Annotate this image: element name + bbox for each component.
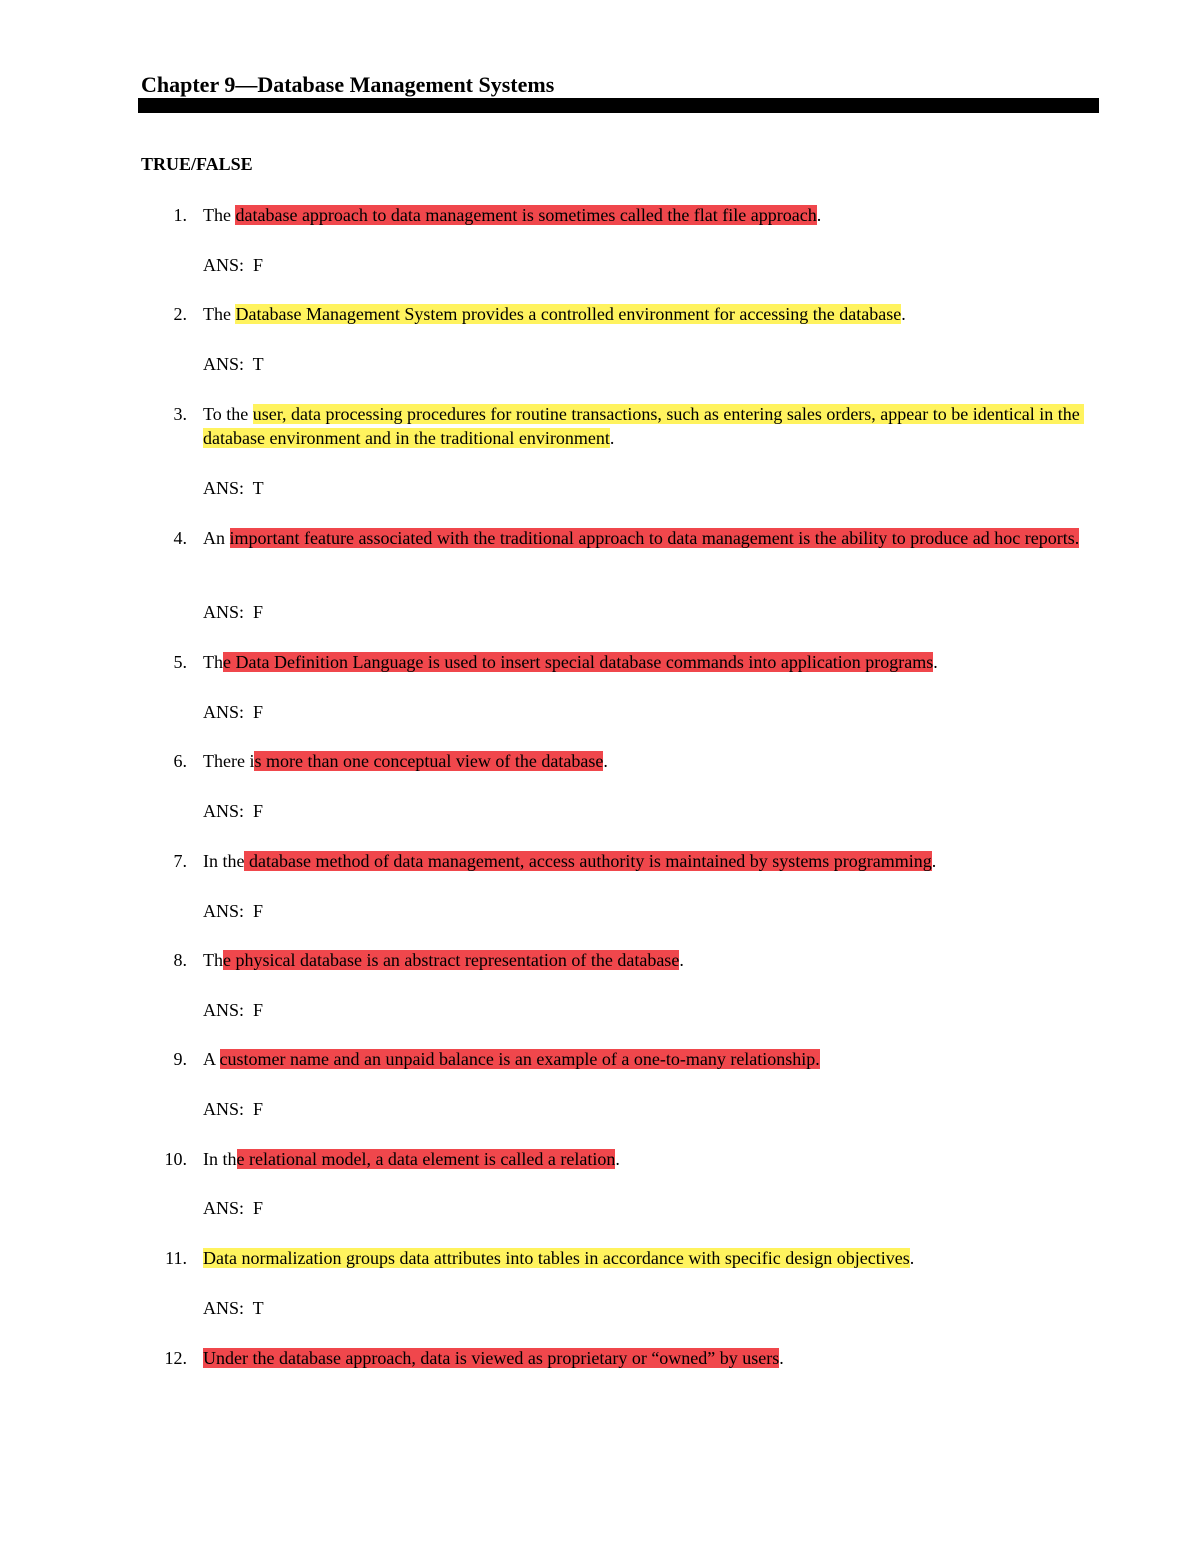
question-text-tail: . <box>933 652 938 672</box>
question-text-lead: Th <box>203 652 223 672</box>
question-text-tail: . <box>816 205 822 225</box>
answer: ANS: F <box>203 1198 264 1218</box>
question-number: 5. <box>173 652 187 672</box>
question-number: 2. <box>173 304 187 324</box>
question-number: 11. <box>165 1248 187 1268</box>
question-text <box>203 1346 1088 1370</box>
question-text-tail: . <box>679 950 684 970</box>
answer: ANS: T <box>203 478 264 498</box>
highlighted-text: e relational model, a data element is called a relation <box>236 1149 616 1169</box>
answer: ANS: F <box>203 801 264 821</box>
question-number: 9. <box>173 1049 187 1069</box>
question-number: 12. <box>164 1348 187 1368</box>
question-text <box>203 402 1088 450</box>
highlighted-text: e Data Definition Language is used to insert special database commands into application programs <box>223 652 934 672</box>
title-rule <box>138 98 1099 113</box>
highlighted-text: user, data processing procedures for routine transactions, such as entering sales orders, appear to be identical in the database environment and in the traditional environment <box>203 404 1085 448</box>
question-text-lead: There i <box>203 751 255 771</box>
question-text-tail: . <box>779 1348 784 1368</box>
question-text-lead: In th <box>203 1149 237 1169</box>
answer: ANS: T <box>203 1298 264 1318</box>
question-text <box>203 948 1088 972</box>
highlighted-text: database approach to data management is sometimes called the flat file approach <box>235 205 817 225</box>
question-number: 7. <box>173 851 187 871</box>
question-text-tail: . <box>909 1248 915 1268</box>
question-text <box>203 526 1088 550</box>
question-number: 8. <box>173 950 187 970</box>
question-text-lead: A <box>203 1049 220 1069</box>
question-text-lead: In the <box>203 851 245 871</box>
highlighted-text: Database Management System provides a controlled environment for accessing the database <box>235 304 902 324</box>
question-text-lead: The <box>203 205 236 225</box>
highlighted-text: e physical database is an abstract representation of the database <box>223 950 680 970</box>
question-text-lead: The <box>203 304 236 324</box>
answer: ANS: F <box>203 702 264 722</box>
highlighted-text: s more than one conceptual view of the database <box>254 751 604 771</box>
question-text-tail: . <box>615 1149 620 1169</box>
answer: ANS: F <box>203 602 264 622</box>
question-text <box>203 203 1088 227</box>
question-text-tail: . <box>603 751 608 771</box>
question-text-tail: . <box>931 851 937 871</box>
question-text <box>203 849 1088 873</box>
question-text-lead: An <box>203 528 230 548</box>
answer: ANS: F <box>203 1099 264 1119</box>
highlighted-text: database method of data management, access authority is maintained by systems programming <box>244 851 932 871</box>
question-text <box>203 302 1088 326</box>
highlighted-text: important feature associated with the traditional approach to data management is the ability to produce ad hoc reports. <box>229 528 1080 548</box>
question-number: 4. <box>173 528 187 548</box>
question-text <box>203 650 1088 674</box>
highlighted-text: customer name and an unpaid balance is an example of a one-to-many relationship. <box>219 1049 820 1069</box>
question-number: 3. <box>173 404 187 424</box>
question-text <box>203 1047 1088 1071</box>
highlighted-text: Under the database approach, data is viewed as proprietary or “owned” by users <box>203 1348 780 1368</box>
answer: ANS: T <box>203 354 264 374</box>
question-text-tail: . <box>609 428 615 448</box>
question-number: 6. <box>173 751 187 771</box>
highlighted-text: Data normalization groups data attributes into tables in accordance with specific design objectives <box>203 1248 910 1268</box>
question-number: 1. <box>173 205 187 225</box>
question-text <box>203 1246 1088 1270</box>
answer: ANS: F <box>203 901 264 921</box>
answer: ANS: F <box>203 255 264 275</box>
question-text-lead: To the <box>203 404 253 424</box>
question-text-tail: . <box>901 304 906 324</box>
answer: ANS: F <box>203 1000 264 1020</box>
question-text <box>203 1147 1088 1171</box>
question-text-lead: Th <box>203 950 223 970</box>
question-text <box>203 749 1088 773</box>
question-number: 10. <box>164 1149 187 1169</box>
chapter-title: Chapter 9—Database Management Systems <box>141 72 555 97</box>
section-heading: TRUE/FALSE <box>141 154 253 174</box>
